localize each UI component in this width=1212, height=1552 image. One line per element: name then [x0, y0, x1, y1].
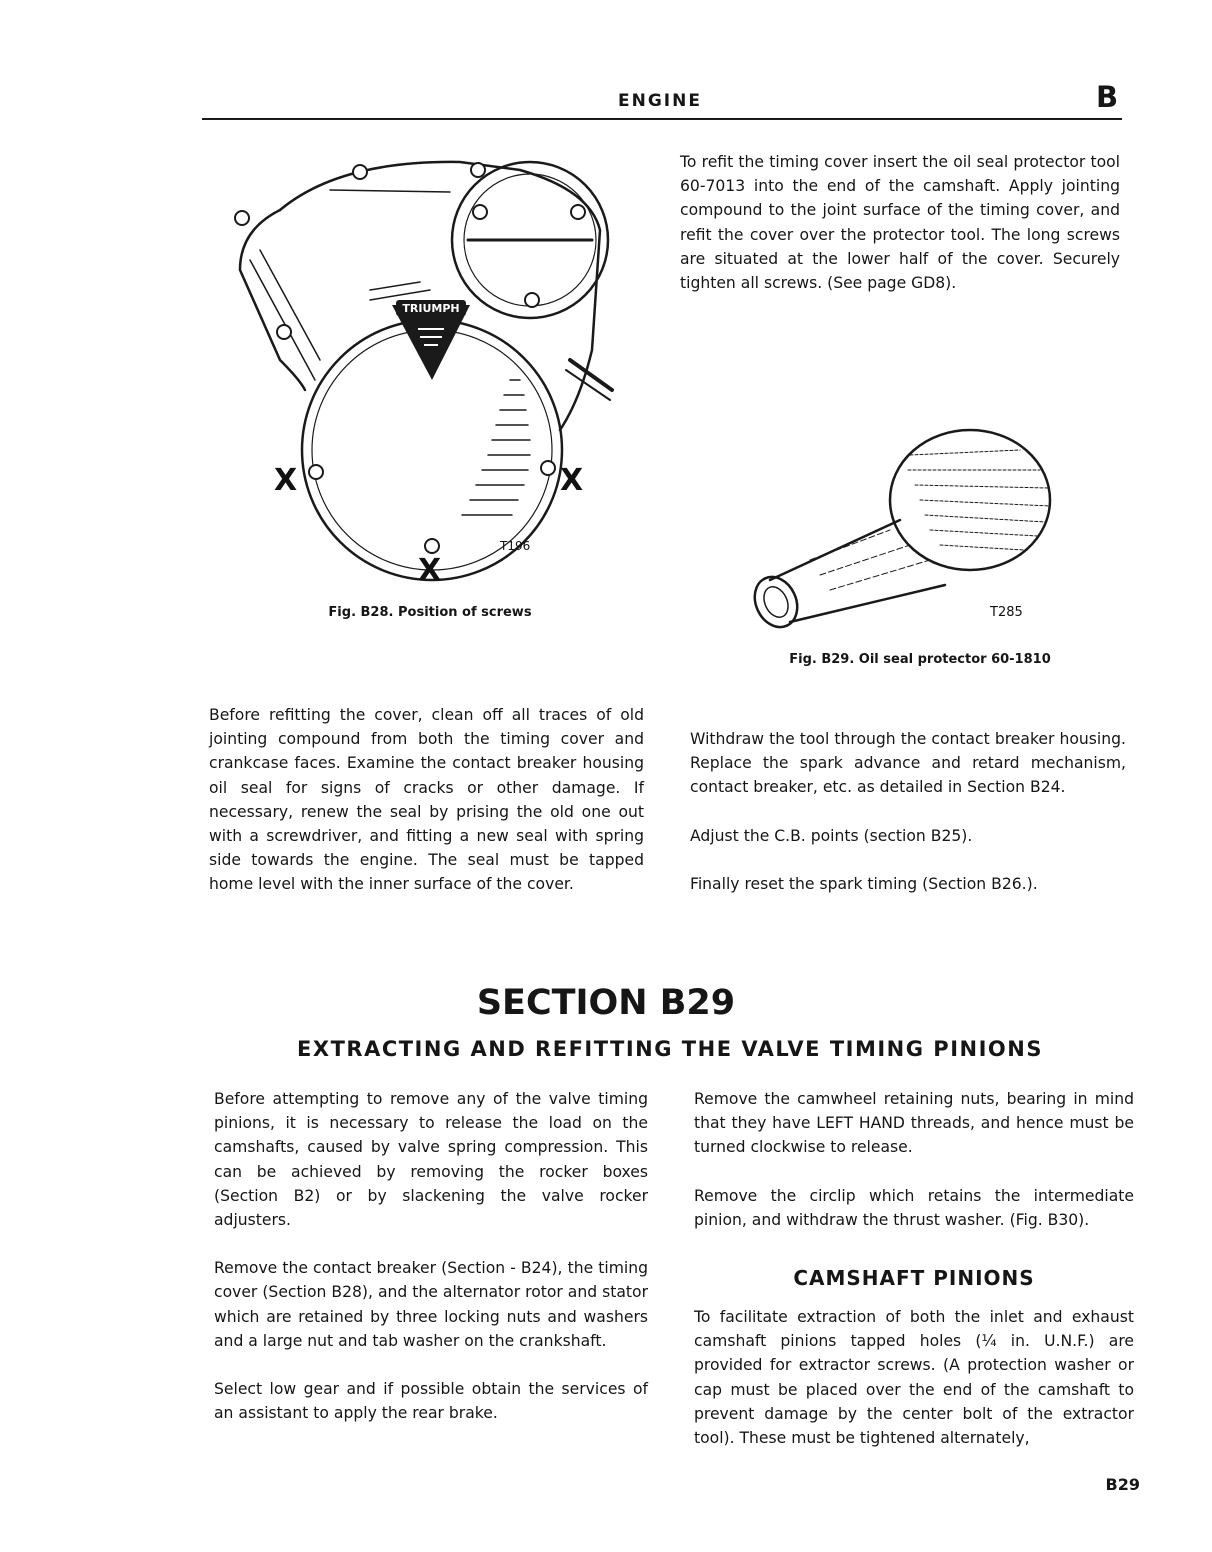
paragraph: Remove the contact breaker (Section - B24), the timing cover (Section B28), and the alternator rotor and stator which are retained by three locking nuts and washers and a large nut and tab washer on the crankshaft. [214, 1259, 648, 1350]
figure-caption-b28: Fig. B28. Position of screws [328, 605, 532, 620]
screw-marker-left: X [274, 463, 298, 498]
paragraph: Remove the camwheel retaining nuts, bearing in mind that they have LEFT HAND threads, and hence must be turned clockwise to release. [694, 1090, 1134, 1157]
screw-icon [541, 461, 555, 475]
release-load-text [214, 1087, 648, 1425]
screw-icon [277, 325, 291, 339]
section-title: SECTION B29 [476, 983, 736, 1023]
refit-instructions [680, 150, 1120, 295]
screw-icon [309, 465, 323, 479]
timing-cover-illustration [220, 150, 640, 590]
screw-marker-bottom: X [418, 553, 442, 588]
running-header-title: ENGINE [618, 91, 702, 111]
paragraph: Finally reset the spark timing (Section B26.). [690, 874, 1038, 893]
triumph-badge-text: TRIUMPH [402, 302, 460, 315]
paragraph: Before attempting to remove any of the valve timing pinions, it is necessary to release the load on the camshafts, caused by valve spring compression. This can be achieved by removing the rocker boxes (Section B2) or by slackening the valve rocker adjusters. [214, 1090, 648, 1230]
screw-icon [471, 163, 485, 177]
paragraph: Remove the circlip which retains the intermediate pinion, and withdraw the thrust washer. (Fig. B30). [694, 1186, 1134, 1229]
screw-icon [235, 211, 249, 225]
section-letter: B [1096, 80, 1119, 114]
screw-icon [571, 205, 585, 219]
figure-ref: T196 [500, 539, 531, 553]
camshaft-pinions-text [694, 1305, 1134, 1450]
paragraph: To facilitate extraction of both the inlet and exhaust camshaft pinions tapped holes (¼ in. U.N.F.) are provided for extractor screws. (A protection washer or cap must be placed over the end of the camshaft to prevent damage by the center bolt of the extractor tool). These must be tightened alternately, [694, 1308, 1134, 1448]
paragraph: Select low gear and if possible obtain the services of an assistant to apply the rear brake. [214, 1380, 648, 1423]
header-rule [202, 118, 1122, 120]
camshaft-pinions-heading: CAMSHAFT PINIONS [793, 1266, 1035, 1290]
page-number: B29 [1105, 1475, 1140, 1494]
camwheel-text [694, 1087, 1134, 1232]
screw-marker-right: X [560, 463, 584, 498]
withdraw-tool-text [690, 727, 1126, 896]
screw-icon [473, 205, 487, 219]
oil-seal-protector-illustration [740, 410, 1060, 630]
screw-icon [425, 539, 439, 553]
screw-icon [353, 165, 367, 179]
section-subtitle: EXTRACTING AND REFITTING THE VALVE TIMING PINIONS [297, 1037, 1043, 1061]
figure-ref: T285 [990, 605, 1023, 620]
paragraph: Before refitting the cover, clean off all traces of old jointing compound from both the timing cover and crankcase faces. Examine the contact breaker housing oil seal for signs of cracks or other damage. If necessary, renew the seal by prising the old one out with a screwdriver, and fitting a new seal with spring side towards the engine. The seal must be tapped home level with the inner surface of the cover. [209, 706, 644, 894]
paragraph: Adjust the C.B. points (section B25). [690, 826, 973, 845]
figure-caption-b29: Fig. B29. Oil seal protector 60-1810 [789, 652, 1051, 667]
paragraph: Withdraw the tool through the contact breaker housing. Replace the spark advance and retard mechanism, contact breaker, etc. as detailed in Section B24. [690, 730, 1126, 797]
cover-cleaning-text [209, 703, 644, 897]
screw-icon [525, 293, 539, 307]
paragraph: To refit the timing cover insert the oil seal protector tool 60-7013 into the end of the camshaft. Apply jointing compound to the joint surface of the timing cover, and refit the cover over the protector tool. The long screws are situated at the lower half of the cover. Securely tighten all screws. (See page GD8). [680, 153, 1120, 293]
